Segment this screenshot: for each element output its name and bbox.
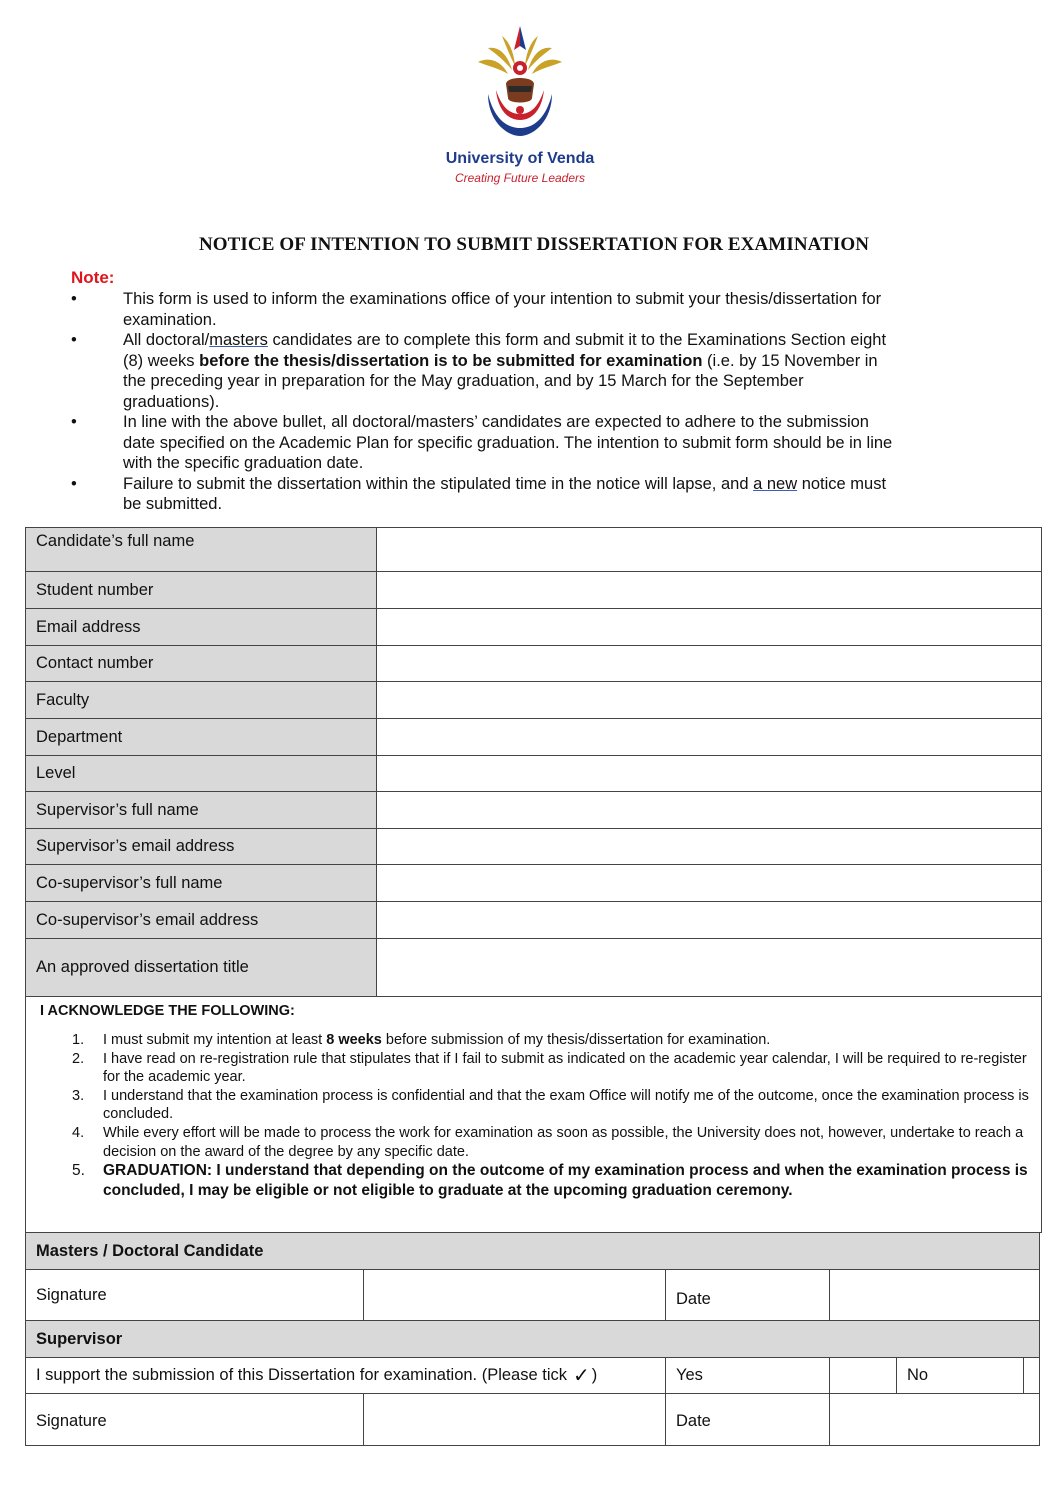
signature-label [26, 1270, 364, 1320]
table-row [26, 528, 1042, 572]
note-label: Note: [71, 268, 115, 287]
cosupervisor-name-field[interactable] [377, 865, 1042, 902]
bullet-icon: • [71, 331, 77, 349]
item-number: 5. [72, 1162, 85, 1180]
field-label-contact-number: Contact number [26, 646, 377, 682]
field-label-student-number: Student number [26, 572, 377, 609]
field-label-cosupervisor-email: Co-supervisor’s email address [26, 902, 377, 939]
item-number: 4. [72, 1124, 85, 1141]
item-text: GRADUATION: I understand that depending on the outcome of my examination process and when the examination process is concluded, I may be eligible or not eligible to graduate at the upcoming graduation ceremony. [103, 1162, 1028, 1199]
checkmark-icon: ✓ [573, 1365, 590, 1387]
table-row [26, 939, 1042, 997]
yes-checkbox[interactable] [830, 1358, 897, 1393]
note-text-underlined: masters [209, 331, 268, 349]
note-text: Failure to submit the dissertation within the stipulated time in the notice will lapse, and [123, 474, 754, 493]
table-row [26, 646, 1042, 682]
table-row [26, 719, 1042, 756]
field-label-supervisor-email: Supervisor’s email address [26, 829, 377, 865]
supervisor-name-field[interactable] [377, 792, 1042, 829]
signature-label-text: Signature [36, 1412, 107, 1430]
field-label-level: Level [26, 756, 377, 792]
university-name: University of Venda [445, 150, 595, 167]
faculty-field[interactable] [377, 682, 1042, 719]
note-item [71, 474, 901, 515]
date-label [666, 1270, 830, 1320]
list-item [72, 1087, 1032, 1124]
student-number-field[interactable] [377, 572, 1042, 609]
table-row [26, 682, 1042, 719]
candidate-signature-row [25, 1269, 1040, 1321]
signature-label [26, 1394, 364, 1445]
support-close: ) [591, 1366, 598, 1384]
field-label-email: Email address [26, 609, 377, 646]
field-label-candidate-name: Candidate’s full name [26, 528, 377, 572]
table-row [26, 792, 1042, 829]
date-label [666, 1394, 830, 1445]
no-label-text: No [907, 1366, 929, 1384]
no-label [897, 1358, 1024, 1393]
note-text: All doctoral/ [123, 331, 210, 349]
list-item [72, 1161, 1032, 1200]
item-text: I understand that the examination process is confidential and that the exam Office will notify me of the outcome, once the examination process is concluded. [103, 1087, 1029, 1123]
note-text-underlined: a new [753, 474, 798, 493]
no-checkbox[interactable] [1024, 1358, 1039, 1393]
supervisor-section-heading [25, 1320, 1040, 1358]
supervisor-date-field[interactable] [830, 1394, 1039, 1445]
note-text: notice must be submitted. [123, 474, 887, 513]
note-item [71, 289, 901, 330]
bullet-icon: • [71, 413, 77, 431]
level-field[interactable] [377, 756, 1042, 792]
support-statement [26, 1358, 666, 1393]
contact-number-field[interactable] [377, 646, 1042, 682]
item-text-bold: 8 weeks [326, 1032, 382, 1048]
item-text: While every effort will be made to process the work for examination as soon as possible, the University does not, however, undertake to reach a decision on the award of the degree by any specific date. [103, 1124, 1024, 1160]
field-label-department: Department [26, 719, 377, 756]
list-item [72, 1050, 1032, 1087]
yes-label [666, 1358, 830, 1393]
supervisor-support-row [25, 1357, 1040, 1394]
bullet-icon: • [71, 290, 77, 308]
table-row [26, 572, 1042, 609]
department-field[interactable] [377, 719, 1042, 756]
note-text: In line with the above bullet, all doctoral/masters’ candidates are expected to adhere to the submission date specified on the Academic Plan for specific graduation. The intention to submit form should be in line with the specific graduation date. [123, 413, 893, 472]
item-number: 1. [72, 1032, 85, 1048]
note-text-bold: before the thesis/dissertation is to be submitted for examination [199, 351, 703, 370]
section-heading-text: Supervisor [36, 1329, 123, 1348]
supervisor-signature-field[interactable] [364, 1394, 666, 1445]
university-logo [470, 24, 570, 148]
table-row [26, 865, 1042, 902]
item-number: 2. [72, 1050, 85, 1067]
table-row [26, 609, 1042, 646]
dissertation-title-field[interactable] [377, 939, 1042, 997]
bullet-icon: • [71, 474, 77, 493]
page-title: NOTICE OF INTENTION TO SUBMIT DISSERTATION FOR EXAMINATION [198, 234, 870, 255]
date-label-text: Date [676, 1289, 711, 1308]
item-number: 3. [72, 1087, 85, 1104]
table-row [26, 829, 1042, 865]
section-heading-text: Masters / Doctoral Candidate [36, 1241, 264, 1260]
item-text: I must submit my intention at least [103, 1032, 327, 1048]
item-text: before submission of my thesis/dissertation for examination. [381, 1032, 771, 1048]
support-text: I support the submission of this Dissertation for examination. (Please tick [36, 1366, 567, 1384]
note-text: candidates are to complete this form and submit it to the Examinations Section eight (8) weeks [123, 331, 887, 370]
acknowledgement-list [72, 1031, 1032, 1200]
candidate-details-table [25, 527, 1042, 997]
cosupervisor-email-field[interactable] [377, 902, 1042, 939]
note-text: This form is used to inform the examinations office of your intention to submit your thesis/dissertation for examination. [123, 290, 882, 329]
candidate-date-field[interactable] [830, 1270, 1039, 1320]
field-label-cosupervisor-name: Co-supervisor’s full name [26, 865, 377, 902]
supervisor-email-field[interactable] [377, 829, 1042, 865]
note-text: (i.e. by 15 November in the preceding year in preparation for the May graduation, and by 15 March for the September graduations). [123, 351, 878, 411]
field-label-supervisor-name: Supervisor’s full name [26, 792, 377, 829]
acknowledgement-box [25, 996, 1042, 1233]
list-item [72, 1031, 1032, 1050]
note-item [71, 412, 901, 474]
field-label-faculty: Faculty [26, 682, 377, 719]
yes-label-text: Yes [676, 1366, 703, 1384]
notes-list [71, 289, 901, 515]
candidate-name-field[interactable] [377, 528, 1042, 572]
note-item [71, 330, 901, 412]
signature-label-text: Signature [36, 1285, 107, 1304]
acknowledgement-heading: I ACKNOWLEDGE THE FOLLOWING: [40, 1003, 295, 1019]
email-field[interactable] [377, 609, 1042, 646]
table-row [26, 902, 1042, 939]
table-row [26, 756, 1042, 792]
candidate-signature-field[interactable] [364, 1270, 666, 1320]
candidate-section-heading [25, 1232, 1040, 1270]
date-label-text: Date [676, 1412, 711, 1430]
university-tagline: Creating Future Leaders [454, 171, 586, 185]
field-label-dissertation-title: An approved dissertation title [26, 939, 377, 997]
item-text: I have read on re-registration rule that stipulates that if I fail to submit as indicated on the academic year calendar, I will be required to re-register for the academic year. [103, 1050, 1027, 1086]
supervisor-signature-row [25, 1393, 1040, 1446]
list-item [72, 1124, 1032, 1161]
